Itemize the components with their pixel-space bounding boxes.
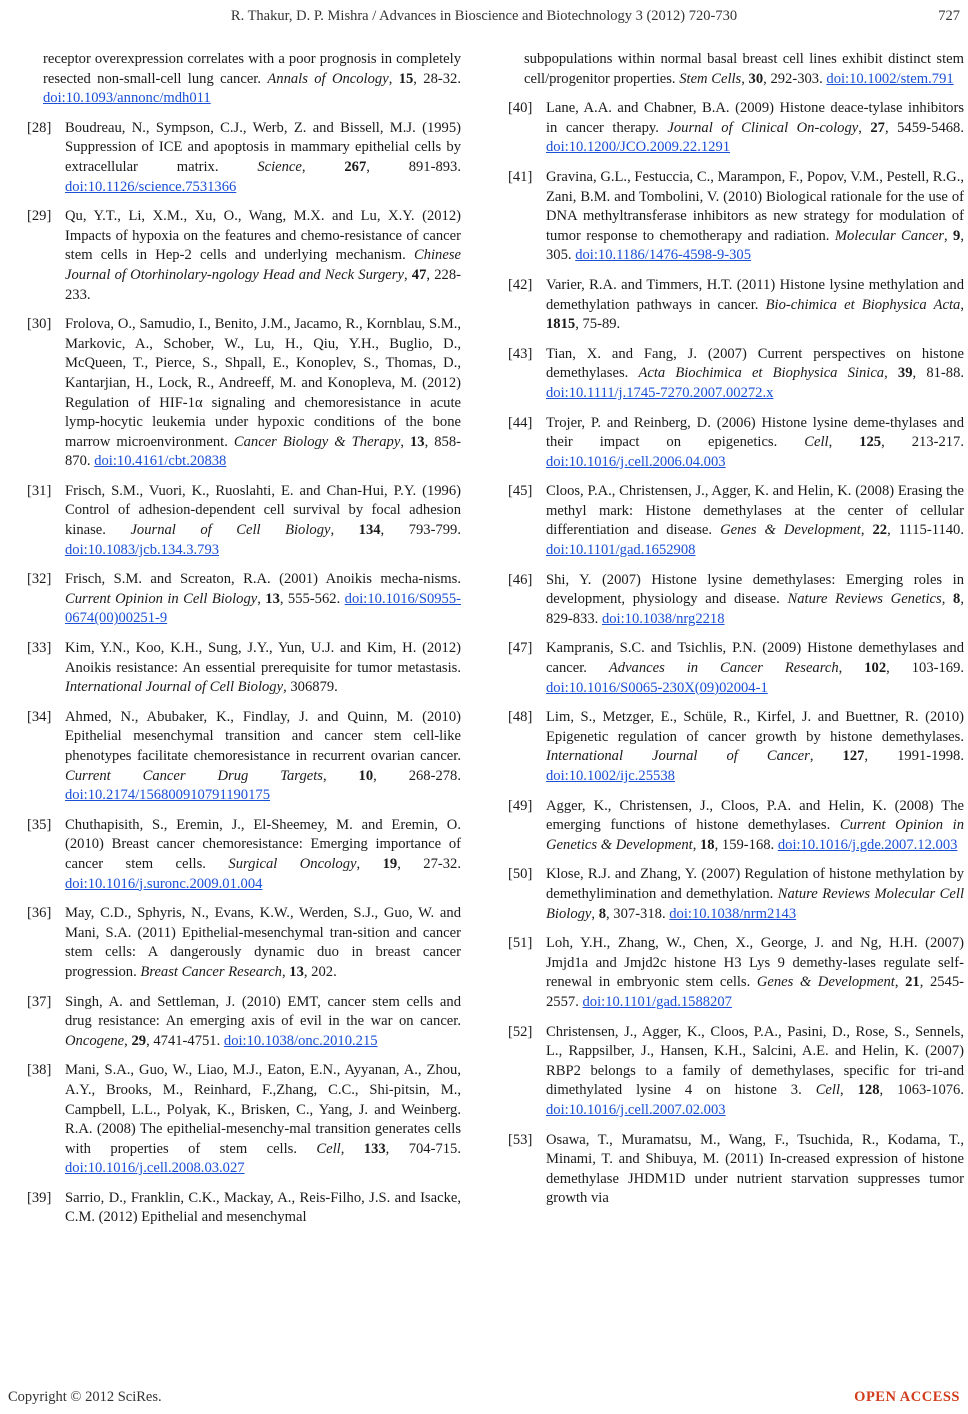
- volume-number: 102: [864, 660, 887, 677]
- reference-number: [43]: [508, 345, 533, 362]
- journal-name: Cell: [815, 1082, 841, 1099]
- reference-text: Singh, A. and Settleman, J. (2010) EMT, cancer stem cells and drug resistance: An emerging axis of evil in the war on cancer.: [65, 993, 461, 1030]
- page-range: , 704-715.: [385, 1140, 462, 1157]
- volume-number: 125: [859, 434, 882, 451]
- journal-name: Current Opinion in Cell Biology: [65, 590, 258, 607]
- journal-name: Bio-chimica et Biophysica Acta: [765, 296, 961, 313]
- page-range: , 555-562.: [279, 590, 341, 607]
- reference-item: [44] Trojer, P. and Reinberg, D. (2006) Histone lysine deme-thylases and their impact on epigenetics. Cell, 125, 213-217. doi:10.1016/j.cell.2006.04.003: [508, 414, 965, 470]
- reference-item: [30] Frolova, O., Samudio, I., Benito, J.M., Jacamo, R., Kornblau, S.M., Markovic, A., Schober, W., Lu, H., Qiu, Y.H., Buglio, D., McQueen, T., Pierce, S., Shpall, E., Konoplev, S., Thomas, D., Kantarjian, H., Lock, R., Andreeff, M. and Konopleva, M. (2012) Regulation of HIF-1α signaling and chemoresistance in acute lymp-hocytic leukemia under hypoxic conditions of the bone marrow microenvironment. Cancer Biology & Therapy, 13, 858-870. doi:10.4161/cbt.20838: [27, 316, 461, 470]
- page-range: , 4741-4751.: [146, 1032, 221, 1049]
- doi-link[interactable]: doi:10.1038/nrg2218: [601, 610, 725, 627]
- doi-link[interactable]: doi:10.2174/156800910791190175: [65, 787, 270, 804]
- reference-text: Christensen, J., Agger, K., Cloos, P.A., Pasini, D., Rose, S., Sennels, L., Rappsilber, J., Hansen, K.H., Salcini, A.E. and Helin, K. (2007) RBP2 belongs to a family of demethylases, specific for tri-and dimethylated lysine 4 on histone 3.: [546, 1023, 964, 1099]
- volume-number: 267: [344, 158, 367, 175]
- reference-item: [46] Shi, Y. (2007) Histone lysine demethylases: Emerging roles in development, physiology and disease. Nature Reviews Genetics, 8, 829-833. doi:10.1038/nrg2218: [508, 571, 964, 627]
- volume-number: 8: [598, 905, 606, 922]
- reference-item: [36] May, C.D., Sphyris, N., Evans, K.W., Werden, S.J., Guo, W. and Mani, S.A. (2011) Epithelial-mesenchymal tran-sition and cancer stem cells: A dangerously dynamic duo in breast cancer progression. Breast Cancer Research, 13, 202.: [27, 905, 461, 980]
- reference-number: [28]: [27, 119, 52, 136]
- reference-number: [35]: [27, 816, 52, 833]
- right-column: [508, 50, 964, 1219]
- reference-number: [41]: [508, 168, 533, 185]
- reference-text: Loh, Y.H., Zhang, W., Chen, X., George, J. and Ng, H.H. (2007) Jmjd1a and Jmjd2c histone H3 Lys 9 demethy-lases regulate self-renewal in embryonic stem cells.: [546, 935, 964, 991]
- reference-number: [51]: [508, 935, 533, 952]
- page-range: , 306879.: [283, 679, 338, 696]
- page-range: , 268-278.: [373, 767, 461, 784]
- reference-item: [43] Tian, X. and Fang, J. (2007) Current perspectives on histone demethylases. Acta Biochimica et Biophysica Sinica, 39, 81-88. doi:10.1111/j.1745-7270.2007.00272.x: [508, 345, 965, 401]
- reference-item: [48] Lim, S., Metzger, E., Schüle, R., Kirfel, J. and Buettner, R. (2010) Epigenetic regulation of cancer growth by histone demethylases. International Journal of Cancer, 127, 1991-1998. doi:10.1002/ijc.25538: [508, 709, 964, 784]
- volume-number: 29: [131, 1032, 147, 1049]
- doi-link[interactable]: doi:10.1093/annonc/mdh011: [43, 90, 211, 107]
- doi-link[interactable]: doi:10.1016/j.suronc.2009.01.004: [65, 875, 263, 892]
- reference-item: [27, 1189, 461, 1228]
- reference-item: [47] Kampranis, S.C. and Tsichlis, P.N. (2009) Histone demethylases and cancer. Advances in Cancer Research, 102, 103-169. doi:10.1016/S0065-230X(09)02004-1: [508, 640, 965, 696]
- journal-name: Nature Reviews Molecular Cell Biology: [546, 885, 964, 922]
- journal-name: Oncogene: [65, 1032, 125, 1049]
- volume-number: 127: [842, 748, 865, 765]
- volume-number: 8: [953, 591, 961, 608]
- reference-number: [40]: [508, 100, 533, 117]
- reference-number: [33]: [27, 640, 52, 657]
- reference-text: Frisch, S.M. and Screaton, R.A. (2001) Anoikis mecha-nisms.: [65, 571, 461, 588]
- reference-text: Varier, R.A. and Timmers, H.T. (2011) Histone lysine methylation and demethylation pathways in cancer.: [546, 276, 964, 313]
- journal-name: Acta Biochimica et Biophysica Sinica: [638, 365, 885, 382]
- reference-text: Qu, Y.T., Li, X.M., Xu, O., Wang, M.X. and Lu, X.Y. (2012) Impacts of hypoxia on the features and chemo-resistance of cancer stem cells in Hep-2 cells and underlying mechanism.: [65, 208, 461, 264]
- journal-name: Breast Cancer Research: [140, 963, 282, 980]
- reference-number: [52]: [508, 1023, 533, 1040]
- volume-number: 47: [411, 266, 427, 283]
- reference-text: Sarrio, D., Franklin, C.K., Mackay, A., Reis-Filho, J.S. and Isacke, C.M. (2012) Epithelial and mesenchymal: [65, 1189, 461, 1226]
- reference-number: [49]: [508, 797, 533, 814]
- reference-number: [38]: [27, 1062, 52, 1079]
- page-range: , 292-303.: [763, 70, 823, 87]
- page-range: , 81-88.: [912, 365, 965, 382]
- reference-text: subpopulations within normal basal breast cell lines exhibit distinct stem cell/progenitor properties.: [524, 51, 964, 87]
- doi-link[interactable]: doi:10.1016/j.gde.2007.12.003: [777, 836, 958, 853]
- reference-continuation: subpopulations within normal basal breast cell lines exhibit distinct stem cell/progenitor properties. Stem Cells, 30, 292-303. doi:10.1002/stem.791: [524, 51, 964, 87]
- page-range: , 159-168.: [714, 836, 775, 853]
- journal-name: Cell: [804, 434, 829, 451]
- reference-text: Lane, A.A. and Chabner, B.A. (2009) Histone deace-tylase inhibitors in cancer therapy.: [546, 100, 964, 136]
- journal-name: Advances in Cancer Research: [608, 660, 839, 677]
- reference-text: Tian, X. and Fang, J. (2007) Current perspectives on histone demethylases.: [546, 345, 964, 382]
- reference-text: Frisch, S.M., Vuori, K., Ruoslahti, E. and Chan-Hui, P.Y. (1996) Control of adhesion-dependent cell survival by focal adhesion kinase.: [65, 482, 461, 539]
- reference-text: Frolova, O., Samudio, I., Benito, J.M., Jacamo, R., Kornblau, S.M., Markovic, A., Schober, W., Lu, H., Qiu, Y.H., Buglio, D., McQueen, T., Pierce, S., Shpall, E., Konoplev, S., Thomas, D., Kantarjian, H., Lock, R., Andreeff, M. and Konopleva, M. (2012) Regulation of HIF-1α signaling and chemoresistance in acute lymp-hocytic leukemia under hypoxic conditions of the bone marrow microenvironment.: [65, 316, 461, 450]
- reference-text: Kim, Y.N., Koo, K.H., Sung, J.Y., Yun, U.J. and Kim, H. (2012) Anoikis resistance: An essential prerequisite for tumor metastasis.: [65, 640, 461, 676]
- page-range: , 858-870.: [65, 433, 461, 470]
- reference-item: [51] Loh, Y.H., Zhang, W., Chen, X., George, J. and Ng, H.H. (2007) Jmjd1a and Jmjd2c histone H3 Lys 9 demethy-lases regulate self-renewal in embryonic stem cells. Genes & Development, 21, 2545-2557. doi:10.1101/gad.1588207: [508, 935, 964, 1010]
- journal-name: Genes & Development: [756, 974, 895, 991]
- doi-link[interactable]: doi:10.1016/j.cell.2006.04.003: [546, 453, 726, 470]
- reference-text: Boudreau, N., Sympson, C.J., Werb, Z. and Bissell, M.J. (1995) Suppression of ICE and apoptosis in mammary epithelial cells by extracellular matrix.: [65, 119, 461, 175]
- journal-name: International Journal of Cell Biology: [65, 679, 284, 696]
- page-range: , 829-833.: [546, 591, 964, 627]
- page-range: , 305.: [546, 227, 964, 264]
- doi-link[interactable]: doi:10.1083/jcb.134.3.793: [65, 541, 220, 558]
- reference-text: Mani, S.A., Guo, W., Liao, M.J., Eaton, E.N., Ayyanan, A., Zhou, A.Y., Brooks, M., Reinhard, F.,Zhang, C.C., Shi-pitsin, M., Campbell, L.L., Polyak, K., Brisken, C., Yang, J. and Weinberg. R.A. (2008) The epithelial-mesenchy-mal transition generates cells with properties of stem cells.: [65, 1062, 461, 1157]
- reference-item: [42] Varier, R.A. and Timmers, H.T. (2011) Histone lysine methylation and demethylation pathways in cancer. Bio-chimica et Biophysica Acta, 1815, 75-89.: [508, 276, 964, 333]
- journal-name: Cancer Biology & Therapy: [233, 433, 401, 450]
- reference-item: [52] Christensen, J., Agger, K., Cloos, P.A., Pasini, D., Rose, S., Sennels, L., Rappsilber, J., Hansen, K.H., Salcini, A.E. and Helin, K. (2007) RBP2 belongs to a family of demethylases, specific for tri-and dimethylated lysine 4 on histone 3. Cell, 128, 1063-1076. doi:10.1016/j.cell.2007.02.003: [508, 1023, 964, 1118]
- volume-number: 9: [953, 227, 961, 244]
- doi-link[interactable]: doi:10.1038/nrm2143: [669, 905, 797, 922]
- doi-link[interactable]: doi:10.4161/cbt.20838: [94, 453, 227, 470]
- reference-item: [41] Gravina, G.L., Festuccia, C., Marampon, F., Popov, V.M., Pestell, R.G., Zani, B.M. and Tombolini, V. (2010) Biological rationale for the use of DNA methyltransferase inhibitors as new strategy for modulation of tumor response to chemotherapy and radiation. Molecular Cancer, 9, 305. doi:10.1186/1476-4598-9-305: [508, 168, 964, 264]
- doi-link[interactable]: doi:10.1038/onc.2010.215: [223, 1032, 378, 1049]
- reference-number: [31]: [27, 482, 52, 499]
- doi-link[interactable]: doi:10.1111/j.1745-7270.2007.00272.x: [546, 384, 774, 401]
- reference-text: May, C.D., Sphyris, N., Evans, K.W., Werden, S.J., Guo, W. and Mani, S.A. (2011) Epithelial-mesenchymal tran-sition and cancer stem cells: A dangerously dynamic duo in breast cancer progression.: [65, 905, 461, 980]
- volume-number: 13: [409, 433, 425, 450]
- reference-number: [47]: [508, 640, 533, 657]
- page-range: , 891-893.: [366, 158, 461, 175]
- reference-item: [37] Singh, A. and Settleman, J. (2010) EMT, cancer stem cells and drug resistance: An emerging axis of evil in the war on cancer. Oncogene, 29, 4741-4751. doi:10.1038/onc.2010.215: [27, 993, 461, 1049]
- journal-name: Chinese Journal of Otorhinolary-ngology Head and Neck Surgery: [65, 247, 461, 283]
- volume-number: 30: [748, 70, 764, 87]
- left-column: [27, 50, 461, 1238]
- running-title: R. Thakur, D. P. Mishra / Advances in Bioscience and Biotechnology 3 (2012) 720-730: [230, 8, 738, 24]
- volume-number: 21: [905, 974, 920, 991]
- reference-text: Trojer, P. and Reinberg, D. (2006) Histone lysine deme-thylases and their impact on epigenetics.: [546, 414, 964, 451]
- doi-link[interactable]: doi:10.1101/gad.1652908: [546, 542, 696, 559]
- reference-text: receptor overexpression correlates with a poor prognosis in completely resected non-small-cell lung cancer.: [43, 51, 461, 87]
- journal-name: Genes & Development: [720, 522, 861, 539]
- reference-text: Chuthapisith, S., Eremin, J., El-Sheemey, M. and Eremin, O. (2010) Breast cancer chemoresistance: Emerging importance of cancer stem cells.: [65, 816, 461, 872]
- reference-number: [37]: [27, 993, 52, 1010]
- page-range: , 5459-5468.: [884, 119, 964, 136]
- journal-name: Cell: [316, 1140, 341, 1157]
- doi-link[interactable]: doi:10.1016/j.cell.2007.02.003: [546, 1101, 726, 1118]
- reference-text: Klose, R.J. and Zhang, Y. (2007) Regulation of histone methylation by demethylimination and demethylation.: [546, 866, 964, 902]
- page-range: , 28-32.: [413, 70, 461, 87]
- reference-item: [32] Frisch, S.M. and Screaton, R.A. (2001) Anoikis mecha-nisms. Current Opinion in Cell Biology, 13, 555-562. doi:10.1016/S0955-0674(00)00251-9: [27, 571, 462, 627]
- reference-text: Gravina, G.L., Festuccia, C., Marampon, F., Popov, V.M., Pestell, R.G., Zani, B.M. and Tombolini, V. (2010) Biological rationale for the use of DNA methyltransferase inhibitors as new strategy for modulation of tumor response to chemotherapy and radiation.: [546, 168, 964, 244]
- reference-text: Agger, K., Christensen, J., Cloos, P.A. and Helin, K. (2008) The emerging functions of histone demethylases.: [546, 797, 964, 834]
- volume-number: 1815: [546, 316, 576, 333]
- reference-continuation: receptor overexpression correlates with a poor prognosis in completely resected non-small-cell lung cancer. Annals of Oncology, 15, 28-32. doi:10.1093/annonc/mdh011: [43, 51, 461, 107]
- reference-item: [38] Mani, S.A., Guo, W., Liao, M.J., Eaton, E.N., Ayyanan, A., Zhou, A.Y., Brooks, M., Reinhard, F.,Zhang, C.C., Shi-pitsin, M., Campbell, L.L., Polyak, K., Brisken, C., Yang, J. and Weinberg. R.A. (2008) The epithelial-mesenchy-mal transition generates cells with properties of stem cells. Cell, 133, 704-715. doi:10.1016/j.cell.2008.03.027: [27, 1062, 462, 1177]
- page-number: 727: [938, 8, 960, 24]
- journal-name: Current Cancer Drug Targets: [65, 767, 323, 784]
- doi-link[interactable]: doi:10.1016/S0955-0674(00)00251-9: [65, 590, 462, 627]
- journal-name: Molecular Cancer: [834, 227, 944, 244]
- reference-item: [45] Cloos, P.A., Christensen, J., Agger, K. and Helin, K. (2008) Erasing the methyl mark: Histone demethylases at the center of cellular differentiation and disease. Genes & Development, 22, 1115-1140. doi:10.1101/gad.1652908: [508, 483, 964, 559]
- reference-text: Lim, S., Metzger, E., Schüle, R., Kirfel, J. and Buettner, R. (2010) Epigenetic regulation of cancer growth by histone demethylases.: [546, 709, 964, 745]
- doi-link[interactable]: doi:10.1002/ijc.25538: [546, 768, 675, 784]
- volume-number: 39: [897, 365, 913, 382]
- reference-list-right: [508, 99, 964, 1209]
- page-range: , 213-217.: [881, 434, 965, 451]
- reference-text: Cloos, P.A., Christensen, J., Agger, K. and Helin, K. (2008) Erasing the methyl mark: Histone demethylases at the center of cellular differentiation and disease.: [546, 483, 964, 539]
- reference-item: [29] Qu, Y.T., Li, X.M., Xu, O., Wang, M.X. and Lu, X.Y. (2012) Impacts of hypoxia on the features and chemo-resistance of cancer stem cells in Hep-2 cells and underlying mechanism. Chinese Journal of Otorhinolary-ngology Head and Neck Surgery, 47, 228-233.: [27, 208, 461, 303]
- reference-text: Kampranis, S.C. and Tsichlis, P.N. (2009) Histone demethylases and cancer.: [546, 640, 964, 677]
- reference-item: [49] Agger, K., Christensen, J., Cloos, P.A. and Helin, K. (2008) The emerging functions of histone demethylases. Current Opinion in Genetics & Development, 18, 159-168. doi:10.1016/j.gde.2007.12.003: [508, 797, 964, 853]
- reference-number: [45]: [508, 483, 533, 500]
- doi-link[interactable]: doi:10.1016/j.cell.2008.03.027: [65, 1160, 245, 1177]
- journal-name: Nature Reviews Genetics: [787, 591, 942, 608]
- volume-number: 10: [358, 767, 374, 784]
- reference-text: Osawa, T., Muramatsu, M., Wang, F., Tsuchida, R., Kodama, T., Minami, T. and Shibuya, M. (2011) In-creased expression of histone demethylase JHDM1D under nutrient starvation suppresses tumor growth via: [546, 1131, 964, 1207]
- journal-name: Current Opinion in Genetics & Development: [546, 817, 964, 853]
- reference-item: [34] Ahmed, N., Abubaker, K., Findlay, J. and Quinn, M. (2010) Epithelial mesenchymal transition and cancer stem cell-like phenotypes facilitate chemoresistance in recurrent ovarian cancer. Current Cancer Drug Targets, 10, 268-278. doi:10.2174/156800910791190175: [27, 708, 461, 804]
- doi-link[interactable]: doi:10.1002/stem.791: [826, 70, 954, 87]
- journal-name: Journal of Cell Biology: [130, 522, 331, 539]
- journal-name: Journal of Clinical On-cology: [667, 119, 859, 136]
- page-range: , 202.: [303, 963, 337, 980]
- volume-number: 128: [857, 1082, 880, 1099]
- volume-number: 133: [363, 1140, 386, 1157]
- doi-link[interactable]: doi:10.1016/S0065-230X(09)02004-1: [546, 679, 768, 696]
- reference-list-left: [27, 119, 461, 1228]
- volume-number: 13: [265, 590, 280, 607]
- page-range: , 103-169.: [886, 660, 965, 677]
- open-access-label: OPEN ACCESS: [854, 1389, 960, 1405]
- reference-number: [53]: [508, 1131, 533, 1148]
- volume-number: 22: [872, 522, 888, 539]
- reference-number: [50]: [508, 866, 533, 883]
- copyright-text: Copyright © 2012 SciRes.: [8, 1389, 162, 1405]
- journal-name: Science: [257, 158, 302, 175]
- reference-item: [28] Boudreau, N., Sympson, C.J., Werb, Z. and Bissell, M.J. (1995) Suppression of ICE and apoptosis in mammary epithelial cells by extracellular matrix. Science, 267, 891-893. doi:10.1126/science.7531366: [27, 119, 461, 195]
- reference-item: [508, 1131, 964, 1209]
- volume-number: 19: [382, 855, 398, 872]
- doi-link[interactable]: doi:10.1126/science.7531366: [65, 178, 237, 195]
- reference-number: [46]: [508, 571, 533, 588]
- journal-name: Stem Cells: [679, 70, 742, 87]
- page-range: , 793-799.: [380, 522, 461, 539]
- reference-item: [27, 639, 461, 698]
- reference-item: [50] Klose, R.J. and Zhang, Y. (2007) Regulation of histone methylation by demethylimination and demethylation. Nature Reviews Molecular Cell Biology, 8, 307-318. doi:10.1038/nrm2143: [508, 866, 964, 922]
- reference-item: [35] Chuthapisith, S., Eremin, J., El-Sheemey, M. and Eremin, O. (2010) Breast cancer chemoresistance: Emerging importance of cancer stem cells. Surgical Oncology, 19, 27-32. doi:10.1016/j.suronc.2009.01.004: [27, 816, 462, 892]
- doi-link[interactable]: doi:10.1186/1476-4598-9-305: [575, 247, 751, 264]
- reference-item: [40] Lane, A.A. and Chabner, B.A. (2009) Histone deace-tylase inhibitors in cancer therapy. Journal of Clinical On-cology, 27, 5459-5468. doi:10.1200/JCO.2009.22.1291: [508, 100, 964, 156]
- reference-number: [48]: [508, 709, 533, 726]
- doi-link[interactable]: doi:10.1200/JCO.2009.22.1291: [546, 139, 731, 156]
- page-range: , 1115-1140.: [887, 522, 964, 539]
- page-range: , 1991-1998.: [864, 748, 964, 765]
- reference-number: [42]: [508, 276, 533, 293]
- volume-number: 27: [870, 119, 885, 136]
- reference-number: [29]: [27, 208, 52, 225]
- doi-link[interactable]: doi:10.1101/gad.1588207: [582, 993, 732, 1010]
- reference-item: [31] Frisch, S.M., Vuori, K., Ruoslahti, E. and Chan-Hui, P.Y. (1996) Control of adhesion-dependent cell survival by focal adhesion kinase. Journal of Cell Biology, 134, 793-799. doi:10.1083/jcb.134.3.793: [27, 482, 461, 558]
- page-range: , 75-89.: [575, 316, 621, 333]
- page-range: , 307-318.: [606, 905, 666, 922]
- reference-number: [44]: [508, 414, 533, 431]
- volume-number: 134: [358, 522, 381, 539]
- volume-number: 15: [398, 70, 414, 87]
- page-range: , 1063-1076.: [879, 1082, 964, 1099]
- running-header: [0, 8, 968, 25]
- reference-text: Shi, Y. (2007) Histone lysine demethylases: Emerging roles in development, physiology and disease.: [546, 571, 964, 608]
- volume-number: 13: [289, 963, 304, 980]
- reference-number: [39]: [27, 1189, 52, 1206]
- reference-number: [32]: [27, 571, 52, 588]
- journal-name: Surgical Oncology: [228, 855, 357, 872]
- page-range: , 2545-2557.: [546, 974, 964, 1010]
- journal-name: Annals of Oncology: [267, 70, 389, 87]
- reference-text: Ahmed, N., Abubaker, K., Findlay, J. and Quinn, M. (2010) Epithelial mesenchymal transition and cancer stem cell-like phenotypes facilitate chemoresistance in recurrent ovarian cancer.: [65, 708, 461, 764]
- journal-name: International Journal of Cancer: [546, 748, 810, 765]
- reference-number: [36]: [27, 905, 52, 922]
- page-range: , 228-233.: [65, 266, 461, 303]
- volume-number: 18: [700, 836, 715, 853]
- reference-number: [30]: [27, 316, 52, 333]
- page-range: , 27-32.: [397, 855, 462, 872]
- reference-number: [34]: [27, 708, 52, 725]
